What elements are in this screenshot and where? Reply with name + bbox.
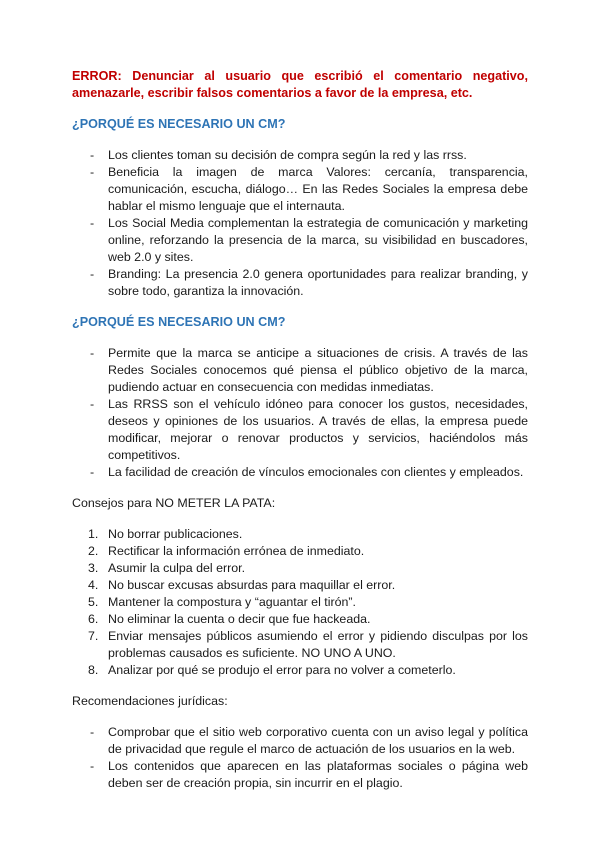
list-item (72, 560, 528, 577)
list-item (72, 611, 528, 628)
error-paragraph: ERROR: Denunciar al usuario que escribió el comentario negativo, amenazarle, escribir falsos comentarios a favor de la empresa, etc. (72, 69, 528, 100)
list-item-text: Enviar mensajes públicos asumiendo el error y pidiendo disculpas por los problemas causados es suficiente. NO UNO A UNO. (108, 629, 528, 660)
list-item-text: No borrar publicaciones. (108, 527, 243, 541)
list-item (72, 164, 528, 215)
number-marker: 3. (88, 561, 99, 575)
list-item (72, 577, 528, 594)
dash-marker: - (90, 267, 95, 281)
list-item-text: Los clientes toman su decisión de compra según la red y las rrss. (108, 148, 467, 162)
number-marker: 4. (88, 578, 99, 592)
number-marker: 6. (88, 612, 99, 626)
consejos-title: Consejos para NO METER LA PATA: (72, 496, 276, 510)
list-item-text: Mantener la compostura y “aguantar el tirón”. (108, 595, 356, 609)
section2-list (72, 345, 528, 481)
number-marker: 5. (88, 595, 99, 609)
list-item-text: Comprobar que el sitio web corporativo cuenta con un aviso legal y política de privacidad que regule el marco de actuación de los usuarios en la web. (108, 725, 528, 756)
list-item-text: Las RRSS son el vehículo idóneo para conocer los gustos, necesidades, deseos y opiniones de los usuarios. A través de ellas, la empresa puede modificar, mejorar o renovar productos y servicios, haciéndolos más competitivos. (108, 397, 528, 462)
list-item-text: Asumir la culpa del error. (108, 561, 246, 575)
list-item-text: Permite que la marca se anticipe a situaciones de crisis. A través de las Redes Sociales conocemos qué piensa el público objetivo de la marca, pudiendo actuar en consecuencia con medidas inmediatas. (108, 346, 528, 394)
recomendaciones-title: Recomendaciones jurídicas: (72, 694, 228, 708)
list-item-text: Analizar por qué se produjo el error para no volver a cometerlo. (108, 663, 456, 677)
list-item (72, 266, 528, 300)
number-marker: 7. (88, 629, 99, 643)
section2-heading: ¿PORQUÉ ES NECESARIO UN CM? (72, 315, 286, 329)
recomendaciones-list (72, 724, 528, 792)
dash-marker: - (90, 725, 95, 739)
dash-marker: - (90, 148, 95, 162)
section1-list (72, 147, 528, 300)
list-item-text: No buscar excusas absurdas para maquillar el error. (108, 578, 396, 592)
section1-heading: ¿PORQUÉ ES NECESARIO UN CM? (72, 117, 286, 131)
list-item-text: Beneficia la imagen de marca Valores: cercanía, transparencia, comunicación, escucha, diálogo… En las Redes Sociales la empresa debe hablar el mismo lenguaje que el internauta. (108, 165, 528, 213)
dash-marker: - (90, 397, 95, 411)
consejos-list (72, 526, 528, 679)
list-item (72, 628, 528, 662)
dash-marker: - (90, 165, 95, 179)
list-item (72, 396, 528, 464)
list-item (72, 758, 528, 792)
dash-marker: - (90, 759, 95, 773)
list-item (72, 662, 528, 679)
list-item (72, 147, 528, 164)
number-marker: 2. (88, 544, 99, 558)
list-item-text: Los contenidos que aparecen en las plataformas sociales o página web deben ser de creación propia, sin incurrir en el plagio. (108, 759, 528, 790)
list-item (72, 345, 528, 396)
list-item (72, 526, 528, 543)
dash-marker: - (90, 346, 95, 360)
list-item (72, 215, 528, 266)
list-item (72, 464, 528, 481)
list-item-text: No eliminar la cuenta o decir que fue hackeada. (108, 612, 371, 626)
list-item-text: Rectificar la información errónea de inmediato. (108, 544, 365, 558)
dash-marker: - (90, 216, 95, 230)
list-item-text: La facilidad de creación de vínculos emocionales con clientes y empleados. (108, 465, 524, 479)
list-item-text: Branding: La presencia 2.0 genera oportunidades para realizar branding, y sobre todo, garantiza la innovación. (108, 267, 528, 298)
list-item (72, 724, 528, 758)
number-marker: 8. (88, 663, 99, 677)
list-item (72, 543, 528, 560)
list-item-text: Los Social Media complementan la estrategia de comunicación y marketing online, reforzando la presencia de la marca, su visibilidad en buscadores, web 2.0 y sites. (108, 216, 528, 264)
number-marker: 1. (88, 527, 99, 541)
list-item (72, 594, 528, 611)
dash-marker: - (90, 465, 95, 479)
